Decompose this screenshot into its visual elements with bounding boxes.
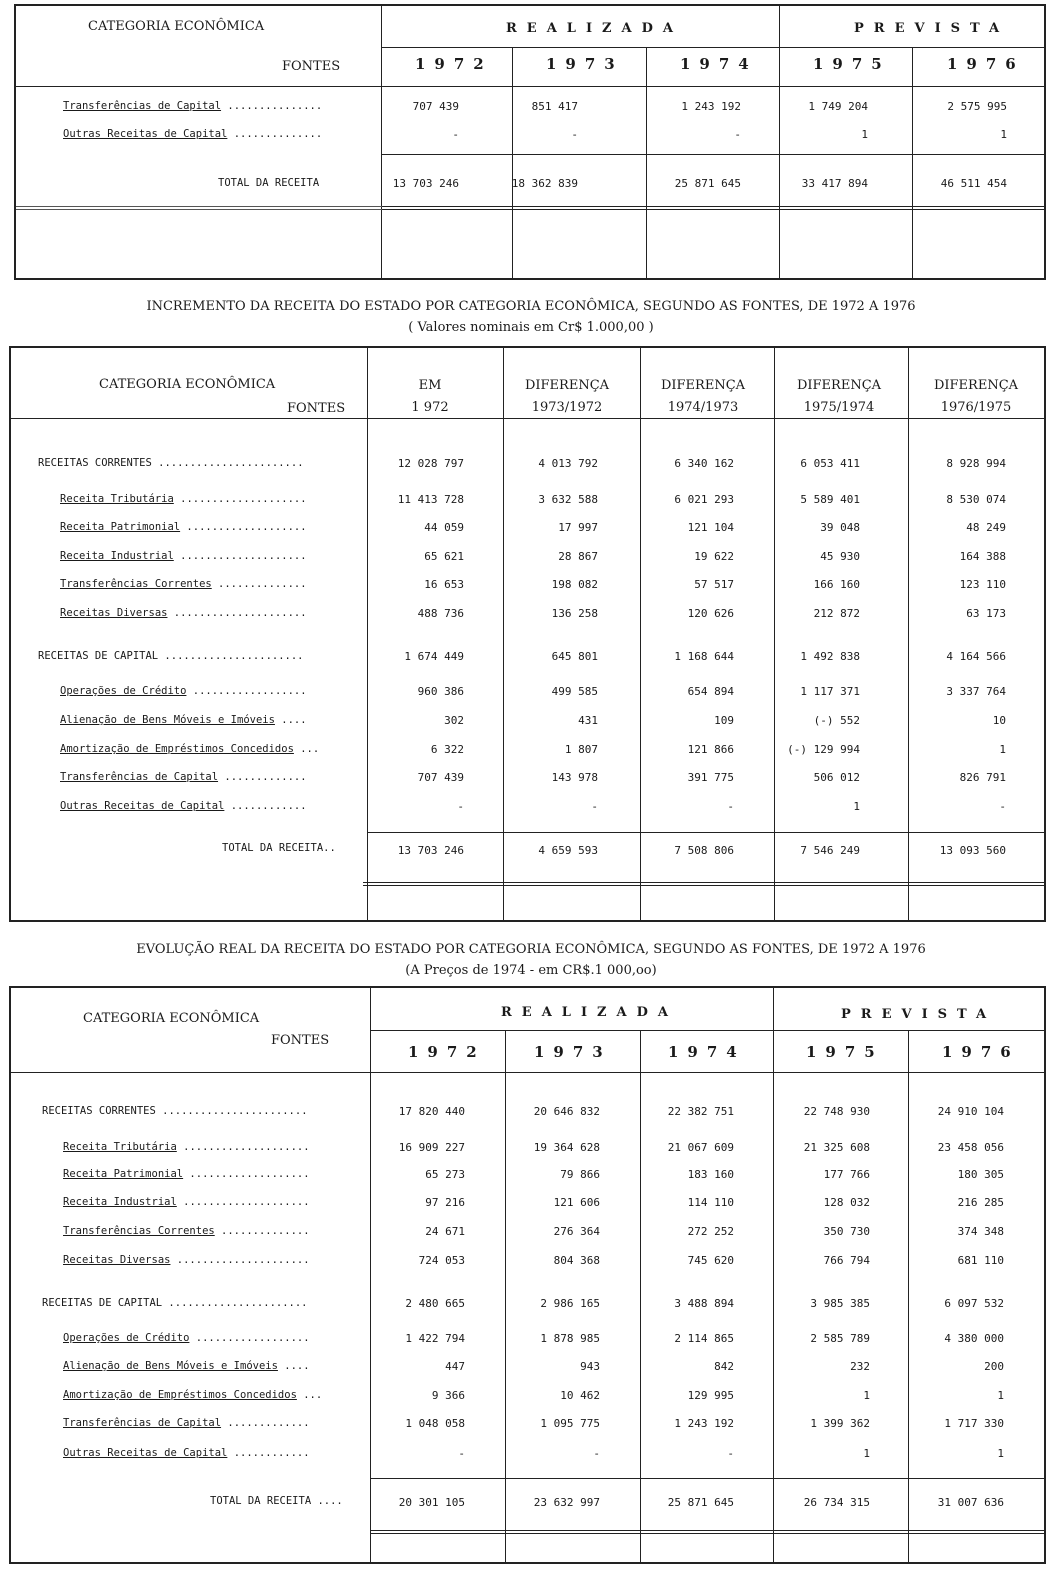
row-label: Amortização de Empréstimos Concedidos ...: [60, 743, 320, 755]
table-cell: 79 866: [560, 1168, 600, 1181]
col-header-line1: DIFERENÇA: [660, 378, 746, 393]
table-cell: 22 748 930: [803, 1105, 870, 1118]
row-label: RECEITAS CORRENTES .......................: [38, 457, 304, 469]
row-label: Amortização de Empréstimos Concedidos ...: [63, 1389, 323, 1401]
row-label-text: Alienação de Bens Móveis e Imóveis: [60, 714, 275, 726]
col-header-line2: 1 972: [411, 400, 449, 415]
prevista-caption: PREVISTA: [854, 21, 1010, 36]
table-cell: 2 986 165: [540, 1297, 600, 1310]
col-header-line1: DIFERENÇA: [796, 378, 882, 393]
row-label-text: Amortização de Empréstimos Concedidos: [63, 1389, 297, 1401]
table-cell: 1 399 362: [810, 1417, 870, 1430]
row-label-text: Outras Receitas de Capital: [63, 1447, 228, 1459]
table-cell: 2 585 789: [810, 1332, 870, 1345]
row-label-text: RECEITAS DE CAPITAL: [42, 1297, 163, 1309]
table-cell: 6 021 293: [674, 493, 734, 506]
table-cell: 1: [853, 800, 860, 813]
table-cell: 216 285: [957, 1196, 1004, 1209]
year-header: 1974: [680, 55, 758, 73]
table-cell: -: [457, 800, 464, 813]
table-cell: 39 048: [820, 521, 860, 534]
table-cell: 48 249: [966, 521, 1006, 534]
table-cell: 1 878 985: [540, 1332, 600, 1345]
total-cell: 7 546 249: [800, 844, 860, 857]
table-cell: 1: [999, 743, 1006, 756]
table-cell: 1 243 192: [681, 100, 741, 113]
table-cell: 745 620: [687, 1254, 734, 1267]
cat-header: CATEGORIA ECONÔMICA: [99, 377, 276, 392]
table-cell: -: [452, 128, 459, 141]
total-label: TOTAL DA RECEITA..: [222, 842, 336, 854]
realizada-caption: REALIZADA: [506, 21, 683, 36]
table-cell: 276 364: [553, 1225, 600, 1238]
row-label: Alienação de Bens Móveis e Imóveis ....: [63, 1360, 310, 1372]
table-cell: 114 110: [687, 1196, 734, 1209]
table-cell: 136 258: [551, 607, 598, 620]
row-label: Receita Tributária ....................: [63, 1141, 310, 1153]
table-cell: 1 807: [564, 743, 598, 756]
table-cell: 1 095 775: [540, 1417, 600, 1430]
row-label: Receitas Diversas .....................: [60, 607, 307, 619]
table2-title: INCREMENTO DA RECEITA DO ESTADO POR CATEGORIA ECONÔMICA, SEGUNDO AS FONTES, DE 1972 A 1976: [146, 299, 916, 314]
row-label-text: Receita Industrial: [63, 1196, 177, 1208]
col-header-line2: 1976/1975: [940, 400, 1012, 415]
row-label-text: Receitas Diversas: [60, 607, 168, 619]
table-cell: 129 995: [687, 1389, 734, 1402]
row-label: Alienação de Bens Móveis e Imóveis ....: [60, 714, 307, 726]
row-label: Transferências Correntes ..............: [63, 1225, 310, 1237]
table-cell: 374 348: [957, 1225, 1004, 1238]
col-header-line2: 1973/1972: [531, 400, 603, 415]
table-cell: -: [571, 128, 578, 141]
total-cell: 13 093 560: [939, 844, 1006, 857]
table-cell: 20 646 832: [533, 1105, 600, 1118]
table-cell: 1: [863, 1447, 870, 1460]
table-cell: 1 243 192: [674, 1417, 734, 1430]
table-cell: 1 117 371: [800, 685, 860, 698]
row-label-text: Operações de Crédito: [60, 685, 187, 697]
table-cell: 499 585: [551, 685, 598, 698]
table-incremento-receita: [9, 346, 1046, 922]
row-label: RECEITAS CORRENTES .......................: [42, 1105, 308, 1117]
table-cell: 431: [578, 714, 598, 727]
table2-subtitle: ( Valores nominais em Cr$ 1.000,00 ): [408, 320, 654, 335]
row-label-text: Transferências Correntes: [60, 578, 212, 590]
table-evolucao-real-receita: [9, 986, 1046, 1564]
row-label-text: Transferências de Capital: [63, 1417, 222, 1429]
col-header-line1: DIFERENÇA: [933, 378, 1019, 393]
row-label: Receita Patrimonial ...................: [63, 1168, 310, 1180]
row-label-text: Transferências de Capital: [60, 771, 219, 783]
table-cell: 1: [863, 1389, 870, 1402]
table-cell: 1 168 644: [674, 650, 734, 663]
table-cell: -: [591, 800, 598, 813]
table3-title: EVOLUÇÃO REAL DA RECEITA DO ESTADO POR CATEGORIA ECONÔMICA, SEGUNDO AS FONTES, DE 1972 A 1976: [136, 942, 926, 957]
total-cell: 23 632 997: [533, 1496, 600, 1509]
table-cell: 200: [984, 1360, 1004, 1373]
row-label: Receita Industrial ....................: [60, 550, 307, 562]
fontes-header: FONTES: [282, 59, 341, 74]
table-cell: 6 340 162: [674, 457, 734, 470]
table-cell: 488 736: [417, 607, 464, 620]
table-cell: 143 978: [551, 771, 598, 784]
table-cell: 65 273: [425, 1168, 465, 1181]
table-cell: 1: [997, 1447, 1004, 1460]
year-header: 1976: [942, 1043, 1020, 1061]
table-cell: 3 337 764: [946, 685, 1006, 698]
row-label-text: Receita Patrimonial: [60, 521, 181, 533]
table-cell: 2 114 865: [674, 1332, 734, 1345]
table-cell: 16 909 227: [398, 1141, 465, 1154]
realizada-caption: REALIZADA: [501, 1005, 678, 1020]
table-cell: 177 766: [823, 1168, 870, 1181]
table-cell: 212 872: [813, 607, 860, 620]
total-cell: 4 659 593: [538, 844, 598, 857]
year-header: 1976: [947, 55, 1025, 73]
table-cell: 3 488 894: [674, 1297, 734, 1310]
total-label: TOTAL DA RECEITA: [218, 177, 320, 189]
table-cell: 44 059: [424, 521, 464, 534]
table-cell: 128 032: [823, 1196, 870, 1209]
table-receita-fragmento: [14, 4, 1046, 280]
total-cell: 26 734 315: [803, 1496, 870, 1509]
row-label-text: Amortização de Empréstimos Concedidos: [60, 743, 294, 755]
table-cell: 3 985 385: [810, 1297, 870, 1310]
table-cell: 2 480 665: [405, 1297, 465, 1310]
total-cell: 25 871 645: [674, 177, 741, 190]
row-label: Transferências de Capital ...............: [63, 100, 323, 112]
table-cell: 681 110: [957, 1254, 1004, 1267]
table-cell: 707 439: [417, 771, 464, 784]
table-cell: 17 820 440: [398, 1105, 465, 1118]
cat-header: CATEGORIA ECONÔMICA: [83, 1011, 260, 1026]
cat-header: CATEGORIA ECONÔMICA: [88, 19, 265, 34]
total-label: TOTAL DA RECEITA ....: [210, 1495, 343, 1507]
total-cell: 31 007 636: [937, 1496, 1004, 1509]
table-cell: 121 606: [553, 1196, 600, 1209]
col-header-line2: 1974/1973: [667, 400, 739, 415]
row-label-text: Receita Tributária: [60, 493, 174, 505]
table-cell: 12 028 797: [397, 457, 464, 470]
table-cell: 19 622: [694, 550, 734, 563]
col-header-line1: DIFERENÇA: [524, 378, 610, 393]
table-cell: 24 910 104: [937, 1105, 1004, 1118]
total-cell: 13 703 246: [397, 844, 464, 857]
table-cell: 198 082: [551, 578, 598, 591]
table-cell: 943: [580, 1360, 600, 1373]
table-cell: 707 439: [412, 100, 459, 113]
table-cell: -: [734, 128, 741, 141]
table-cell: 21 067 609: [667, 1141, 734, 1154]
table-cell: 6 053 411: [800, 457, 860, 470]
year-header: 1975: [806, 1043, 884, 1061]
row-label: RECEITAS DE CAPITAL ......................: [38, 650, 304, 662]
table-cell: 4 164 566: [946, 650, 1006, 663]
table-cell: 1 492 838: [800, 650, 860, 663]
table-cell: 23 458 056: [937, 1141, 1004, 1154]
table-cell: 724 053: [418, 1254, 465, 1267]
fontes-header: FONTES: [271, 1033, 330, 1048]
table-cell: 645 801: [551, 650, 598, 663]
row-label: Transferências Correntes ..............: [60, 578, 307, 590]
table-cell: 1 422 794: [405, 1332, 465, 1345]
table-cell: 6 322: [430, 743, 464, 756]
row-label-text: Alienação de Bens Móveis e Imóveis: [63, 1360, 278, 1372]
table-cell: 16 653: [424, 578, 464, 591]
table-cell: 8 530 074: [946, 493, 1006, 506]
year-header: 1972: [415, 55, 493, 73]
row-label-text: RECEITAS CORRENTES: [42, 1105, 156, 1117]
table-cell: 180 305: [957, 1168, 1004, 1181]
table-cell: 97 216: [425, 1196, 465, 1209]
table-cell: 17 997: [558, 521, 598, 534]
table-cell: 272 252: [687, 1225, 734, 1238]
total-cell: 13 703 246: [392, 177, 459, 190]
table-cell: 1 749 204: [808, 100, 868, 113]
table-cell: 8 928 994: [946, 457, 1006, 470]
table-cell: 123 110: [959, 578, 1006, 591]
row-label: Receita Tributária ....................: [60, 493, 307, 505]
table-cell: 4 013 792: [538, 457, 598, 470]
table-cell: 164 388: [959, 550, 1006, 563]
table-cell: 6 097 532: [944, 1297, 1004, 1310]
total-cell: 25 871 645: [667, 1496, 734, 1509]
table-cell: 302: [444, 714, 464, 727]
table-cell: 826 791: [959, 771, 1006, 784]
total-cell: 20 301 105: [398, 1496, 465, 1509]
row-label-text: RECEITAS DE CAPITAL: [38, 650, 159, 662]
table-cell: 842: [714, 1360, 734, 1373]
table-cell: 166 160: [813, 578, 860, 591]
row-label-text: Receita Tributária: [63, 1141, 177, 1153]
row-label: Transferências de Capital .............: [60, 771, 307, 783]
table-cell: -: [999, 800, 1006, 813]
table-cell: 24 671: [425, 1225, 465, 1238]
table-cell: 447: [445, 1360, 465, 1373]
table-cell: -: [593, 1447, 600, 1460]
year-header: 1972: [408, 1043, 486, 1061]
row-label-text: Receita Industrial: [60, 550, 174, 562]
row-label-text: Transferências Correntes: [63, 1225, 215, 1237]
table-cell: 10: [992, 714, 1006, 727]
row-label: Outras Receitas de Capital ............: [63, 1447, 310, 1459]
table-cell: -: [727, 1447, 734, 1460]
total-cell: 7 508 806: [674, 844, 734, 857]
table-cell: 183 160: [687, 1168, 734, 1181]
row-label-text: Outras Receitas de Capital: [60, 800, 225, 812]
table-cell: 506 012: [813, 771, 860, 784]
table-cell: 21 325 608: [803, 1141, 870, 1154]
table-cell: (-) 129 994: [787, 743, 860, 756]
table-cell: -: [727, 800, 734, 813]
table-cell: 11 413 728: [397, 493, 464, 506]
table-cell: (-) 552: [813, 714, 860, 727]
table-cell: 109: [714, 714, 734, 727]
table-cell: 1: [1000, 128, 1007, 141]
table-cell: 5 589 401: [800, 493, 860, 506]
fontes-header: FONTES: [287, 401, 346, 416]
row-label: Receitas Diversas .....................: [63, 1254, 310, 1266]
row-label: Transferências de Capital .............: [63, 1417, 310, 1429]
row-label-text: Receita Patrimonial: [63, 1168, 184, 1180]
row-label: Outras Receitas de Capital ............: [60, 800, 307, 812]
table-cell: 804 368: [553, 1254, 600, 1267]
table-cell: 22 382 751: [667, 1105, 734, 1118]
table-cell: 391 775: [687, 771, 734, 784]
table-cell: 1 674 449: [404, 650, 464, 663]
table-cell: 121 104: [687, 521, 734, 534]
row-label: Operações de Crédito ..................: [63, 1332, 310, 1344]
table-cell: 1 717 330: [944, 1417, 1004, 1430]
table-cell: 4 380 000: [944, 1332, 1004, 1345]
row-label: Receita Patrimonial ...................: [60, 521, 307, 533]
table-cell: 1 048 058: [405, 1417, 465, 1430]
table-cell: 766 794: [823, 1254, 870, 1267]
col-header-line2: 1975/1974: [803, 400, 875, 415]
table3-subtitle: (A Preços de 1974 - em CR$.1 000,oo): [405, 963, 657, 978]
table-cell: 57 517: [694, 578, 734, 591]
table-cell: 19 364 628: [533, 1141, 600, 1154]
row-label-text: Outras Receitas de Capital: [63, 128, 228, 140]
total-cell: 46 511 454: [940, 177, 1007, 190]
table-cell: 121 866: [687, 743, 734, 756]
table-cell: 120 626: [687, 607, 734, 620]
table-cell: 28 867: [558, 550, 598, 563]
table-cell: 10 462: [560, 1389, 600, 1402]
total-cell: 33 417 894: [801, 177, 868, 190]
year-header: 1973: [546, 55, 624, 73]
row-label-text: Operações de Crédito: [63, 1332, 190, 1344]
table-cell: 960 386: [417, 685, 464, 698]
year-header: 1973: [534, 1043, 612, 1061]
total-cell: 18 362 839: [511, 177, 578, 190]
table-cell: -: [458, 1447, 465, 1460]
prevista-caption: PREVISTA: [841, 1007, 997, 1022]
table-cell: 232: [850, 1360, 870, 1373]
table-cell: 2 575 995: [947, 100, 1007, 113]
table-cell: 851 417: [531, 100, 578, 113]
table-cell: 3 632 588: [538, 493, 598, 506]
year-header: 1975: [813, 55, 891, 73]
row-label: Operações de Crédito ..................: [60, 685, 307, 697]
row-label: Outras Receitas de Capital ..............: [63, 128, 323, 140]
table-cell: 9 366: [431, 1389, 465, 1402]
table-cell: 1: [861, 128, 868, 141]
row-label-text: RECEITAS CORRENTES: [38, 457, 152, 469]
table-cell: 654 894: [687, 685, 734, 698]
table-cell: 65 621: [424, 550, 464, 563]
row-label: RECEITAS DE CAPITAL ......................: [42, 1297, 308, 1309]
col-header-line1: EM: [418, 378, 442, 393]
row-label: Receita Industrial ....................: [63, 1196, 310, 1208]
row-label-text: Receitas Diversas: [63, 1254, 171, 1266]
row-label-text: Transferências de Capital: [63, 100, 222, 112]
table-cell: 45 930: [820, 550, 860, 563]
table-cell: 63 173: [966, 607, 1006, 620]
year-header: 1974: [668, 1043, 746, 1061]
table-cell: 1: [997, 1389, 1004, 1402]
table-cell: 350 730: [823, 1225, 870, 1238]
